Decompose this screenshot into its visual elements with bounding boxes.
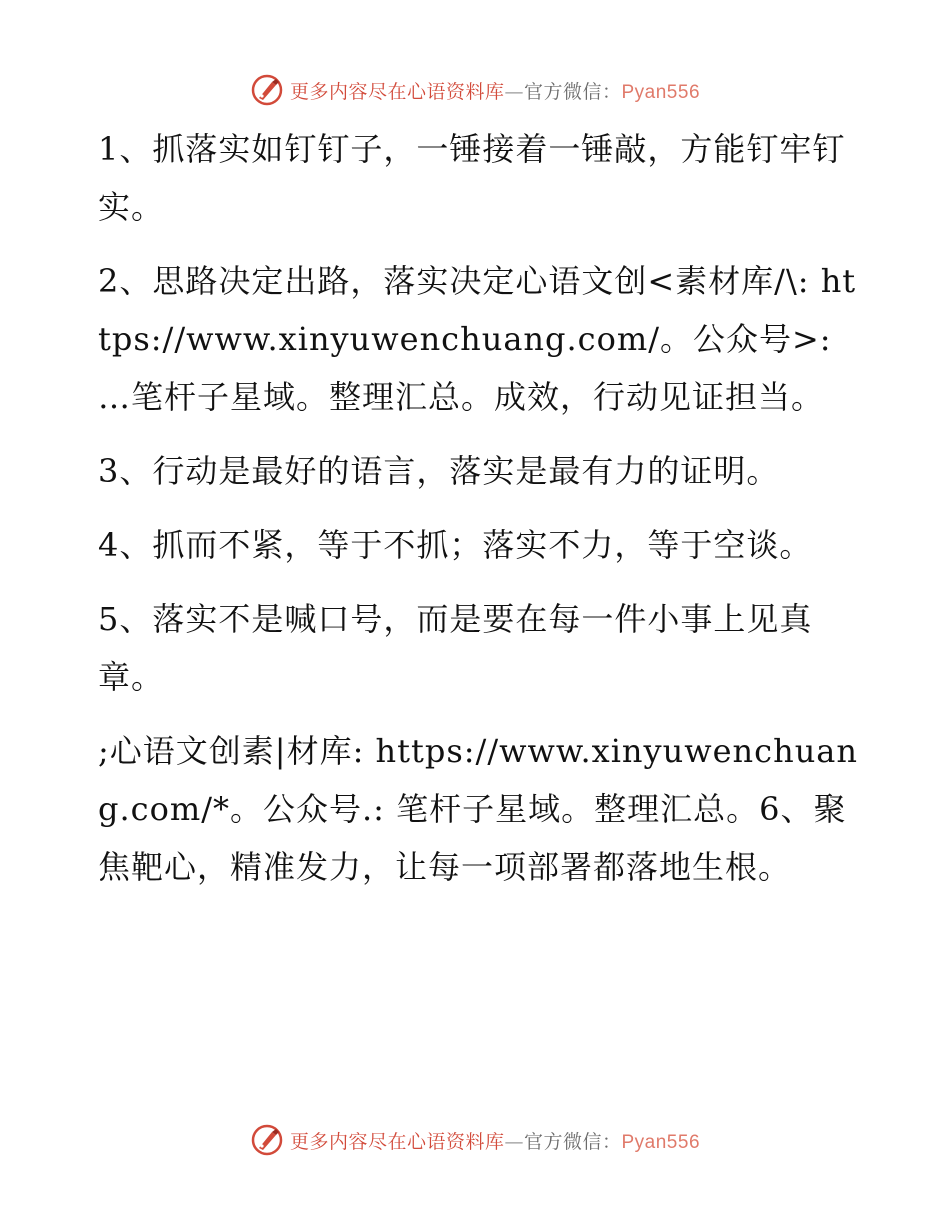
paragraph-4: 4、抓而不紧，等于不抓；落实不力，等于空谈。 xyxy=(98,526,813,564)
footer-banner-text xyxy=(290,1127,700,1154)
header-banner-wechat-id: Pyan556 xyxy=(621,81,701,103)
header-banner-title: 更多内容尽在心语资料库 xyxy=(289,80,505,103)
document-body xyxy=(98,120,858,912)
paragraph-1: 1、抓落实如钉钉子，一锤接着一锤敲，方能钉牢钉实。 xyxy=(98,130,846,226)
paragraph-6: ;心语文创素|材库: https://www.xinyuwenchuang.com/*。公众号.: 笔杆子星域。整理汇总。6、聚焦靶心，精准发力，让每一项部署都落地生根。 xyxy=(98,732,858,886)
footer-banner-wechat-label: 官方微信： xyxy=(523,1130,622,1153)
footer-banner-wechat-id: Pyan556 xyxy=(621,1131,701,1153)
footer-banner-dash: — xyxy=(504,1130,524,1153)
header-banner-dash: — xyxy=(504,80,524,103)
header-banner-wechat-label: 官方微信： xyxy=(523,80,622,103)
paragraph-3: 3、行动是最好的语言，落实是最有力的证明。 xyxy=(98,452,780,490)
fountain-pen-logo-icon xyxy=(250,73,284,107)
paragraph-5: 5、落实不是喊口号，而是要在每一件小事上见真章。 xyxy=(98,600,813,696)
footer-banner xyxy=(0,1120,950,1160)
footer-banner-title: 更多内容尽在心语资料库 xyxy=(289,1130,505,1153)
paragraph-2: 2、思路决定出路，落实决定心语文创<素材库/\: https://www.xinyuwenchuang.com/。公众号>: …笔杆子星域。整理汇总。成效，行动见证担当。 xyxy=(98,262,857,416)
header-banner xyxy=(0,70,950,110)
fountain-pen-logo-icon xyxy=(250,1123,284,1157)
header-banner-text xyxy=(290,77,700,104)
